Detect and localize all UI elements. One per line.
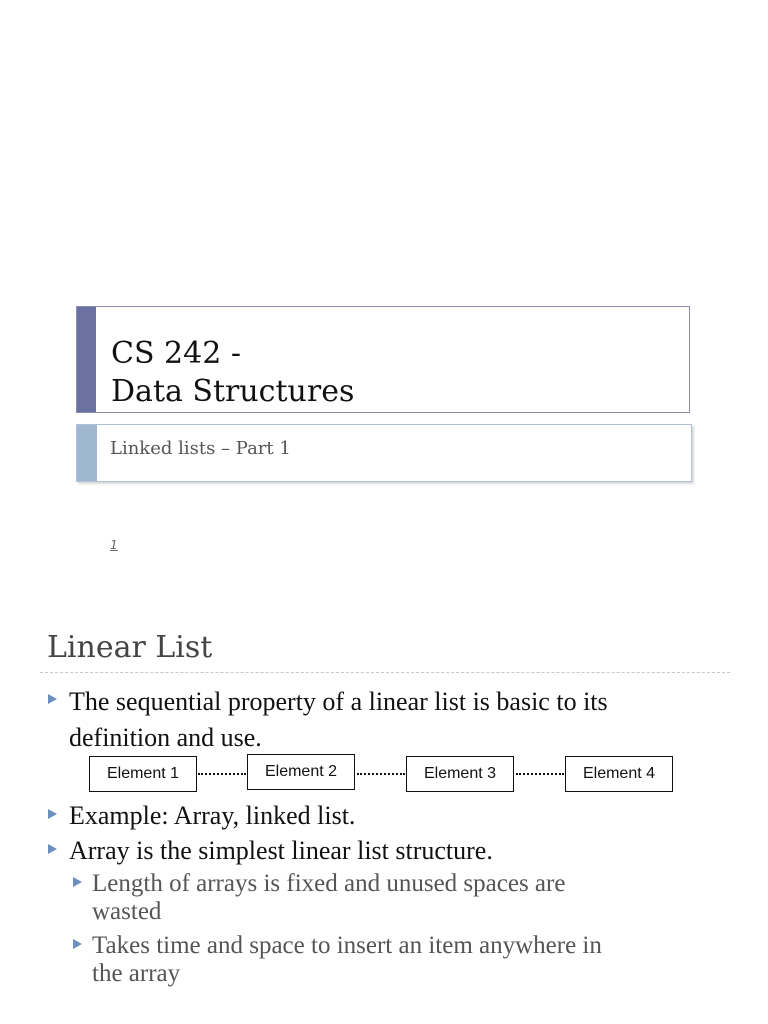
diagram-element-2: Element 2	[247, 754, 355, 790]
sub-bullet-line: wasted	[92, 898, 162, 925]
bullet-line: definition and use.	[69, 723, 262, 752]
bullet-item: Example: Array, linked list.	[69, 801, 356, 830]
bullet-marker-icon	[48, 694, 57, 704]
bullet-marker-icon	[48, 844, 57, 854]
sub-bullet-line: the array	[92, 960, 181, 987]
sub-bullet-line: Takes time and space to insert an item anywhere in	[92, 932, 602, 959]
sub-bullet-item	[92, 932, 602, 988]
section-title: Linear List	[47, 630, 213, 665]
sub-bullet-marker-icon	[73, 877, 82, 887]
diagram-connector	[198, 773, 246, 775]
subtitle-accent-bar	[77, 425, 97, 481]
sub-bullet-line: Length of arrays is fixed and unused spaces are	[92, 870, 566, 897]
diagram-connector	[516, 773, 564, 775]
bullet-item	[69, 684, 608, 756]
bullet-line: The sequential property of a linear list is basic to its	[69, 687, 608, 716]
diagram-connector	[357, 773, 405, 775]
diagram-element-1: Element 1	[89, 756, 197, 792]
page-number: 1	[110, 538, 118, 552]
bullet-item: Array is the simplest linear list structure.	[69, 836, 493, 865]
slide-title	[111, 335, 354, 411]
title-accent-bar	[77, 307, 96, 412]
title-divider	[40, 672, 730, 673]
sub-bullet-item	[92, 870, 565, 926]
slide-subtitle: Linked lists – Part 1	[110, 438, 291, 459]
title-line-2: Data Structures	[111, 374, 355, 409]
diagram-element-4: Element 4	[565, 756, 673, 792]
sub-bullet-marker-icon	[73, 939, 82, 949]
title-box	[76, 306, 690, 413]
diagram-element-3: Element 3	[406, 756, 514, 792]
title-line-1: CS 242 -	[111, 336, 241, 371]
bullet-marker-icon	[48, 809, 57, 819]
subtitle-box	[76, 424, 692, 482]
